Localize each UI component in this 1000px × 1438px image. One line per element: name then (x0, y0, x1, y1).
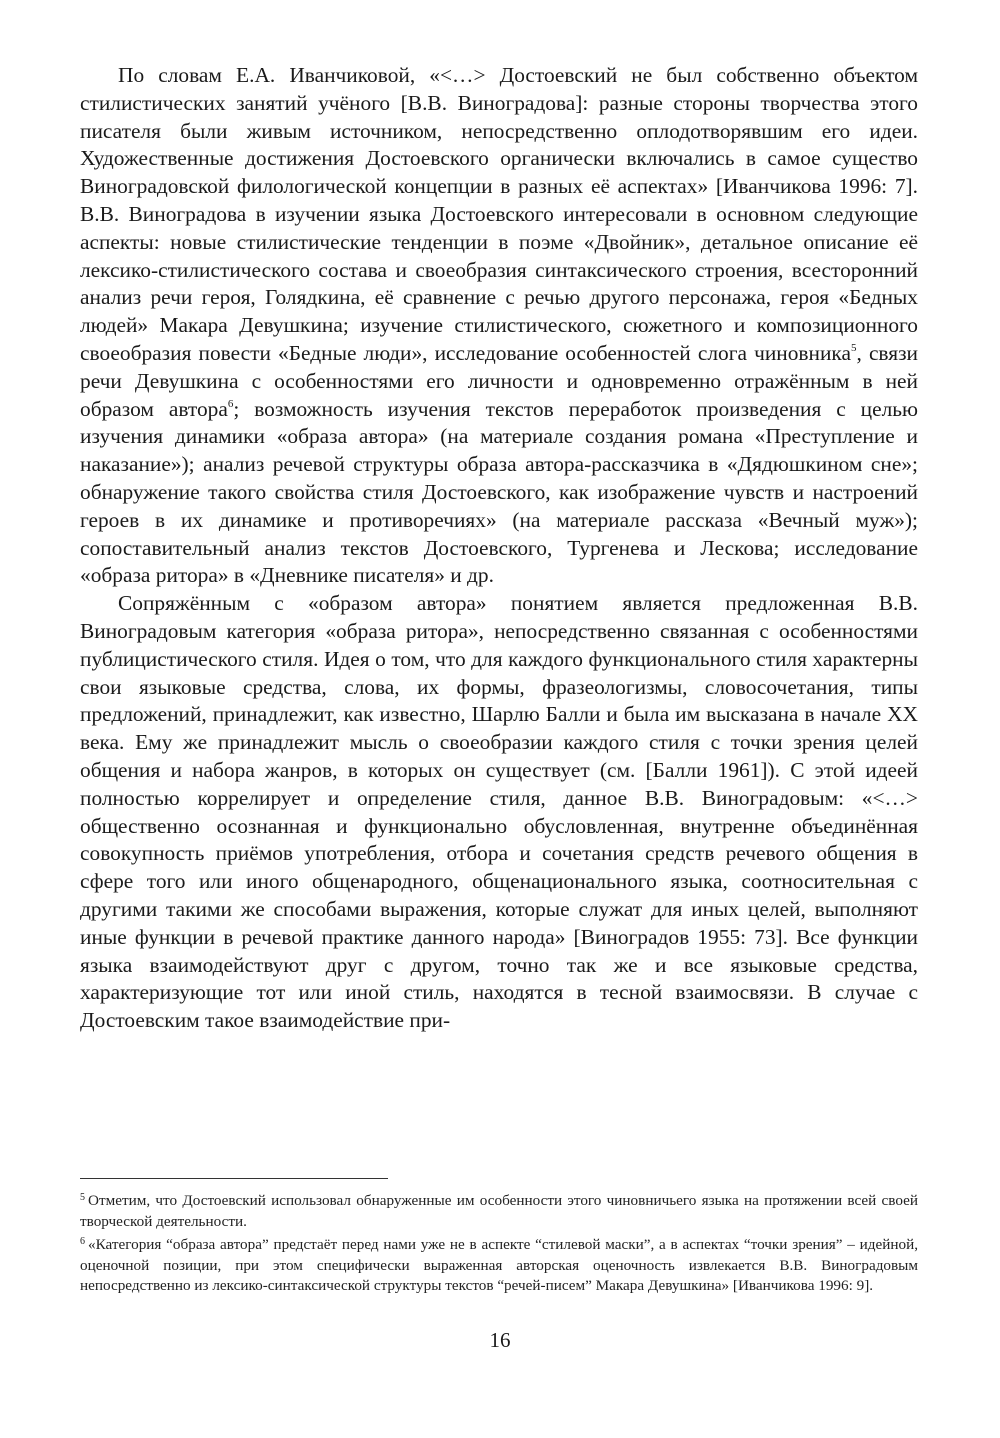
paragraph-1-part-1: По словам Е.А. Иванчиковой, «<…> Достоевский не был собственно объектом стилистических занятий учёного [В.В. Виноградова]: разные стороны творчества этого писателя были живым источником, непосредственно оплодотворявшим его идеи. Художественные достижения Достоевского органически включались в самое существо Виноградовской филологической концепции в разных её аспектах» [Иванчикова 1996: 7]. В.В. Виноградова в изучении языка Достоевского интересовали в основном следующие аспекты: новые стилистические тенденции в поэме «Двойник», детальное описание её лексико-стилистического состава и своеобразия синтаксического строения, всесторонний анализ речи героя, Голядкина, её сравнение с речью другого персонажа, героя «Бедных людей» Макара Девушкина; изучение стилистического, сюжетного и композиционного своеобразия повести «Бедные люди», исследование особенностей слога чиновника (80, 63, 918, 365)
footnote-6-text: «Категория “образа автора” предстаёт перед нами уже не в аспекте “стилевой маски”, а в аспектах “точки зрения” – идейной, оценочной позиции, при этом специфически выраженная авторская оценочность извлекается В.В. Виноградовым непосредственно из лексико-синтаксической структуры текстов “речей-писем” Макара Девушкина» [Иванчикова 1996: 9]. (80, 1236, 918, 1294)
footnote-divider (80, 1178, 388, 1179)
main-text (80, 62, 918, 1035)
footnote-ref-6: 6 (227, 397, 234, 410)
paragraph-1-part-3: ; возможность изучения текстов переработок произведения с целью изучения динамики «образа автора» (на материале создания романа «Преступление и наказание»); анализ речевой структуры образа автора-рассказчика в «Дядюшкином сне»; обнаружение такого свойства стиля Достоевского, как изображение чувств и настроений героев в их динамике и противоречиях» (на материале рассказа «Вечный муж»); сопоставительный анализ текстов Достоевского, Тургенева и Лескова; исследование «образа ритора» в «Дневнике писателя» и др. (80, 396, 918, 588)
footnote-6 (80, 1232, 918, 1297)
footnote-ref-5: 5 (850, 341, 857, 354)
page-number: 16 (489, 1328, 511, 1352)
footnote-6-number: 6 (80, 1236, 85, 1247)
footnote-5 (80, 1188, 918, 1232)
paragraph-2: Сопряжённым с «образом автора» понятием является предложенная В.В. Виноградовым категория «образа ритора», непосредственно связанная с особенностями публицистического стиля. Идея о том, что для каждого функционального стиля характерны свои языковые средства, слова, их формы, фразеологизмы, словосочетания, типы предложений, принадлежит, как известно, Шарлю Балли и была им высказана в начале XX века. Ему же принадлежит мысль о своеобразии каждого стиля с точки зрения целей общения и набора жанров, в которых он существует (см. [Балли 1961]). С этой идеей полностью коррелирует и определение стиля, данное В.В. Виноградовым: «<…> общественно осознанная и функционально обусловленная, внутренне объединённая совокупность приёмов употребления, отбора и сочетания средств речевого общения в сфере того или иного общенародного, общенационального языка, соотносительная с другими такими же способами выражения, которые служат для иных целей, выполняют иные функции в речевой практике данного народа» [Виноградов 1955: 73]. Все функции языка взаимодействуют друг с другом, точно так же и все языковые средства, характеризующие тот или иной стиль, находятся в тесной взаимосвязи. В случае с Достоевским такое взаимодействие при- (80, 591, 918, 1033)
footnote-5-text: Отметим, что Достоевский использовал обнаруженные им особенности этого чиновничьего языка на протяжении всей своей творческой деятельности. (80, 1192, 918, 1230)
paragraph-1-part-2: , связи речи Девушкина с особенностями его личности и одновременно отражённым в ней образом автора (80, 340, 918, 421)
footnotes (80, 1188, 918, 1297)
footnote-5-number: 5 (80, 1192, 85, 1203)
paragraph-1 (80, 62, 918, 590)
